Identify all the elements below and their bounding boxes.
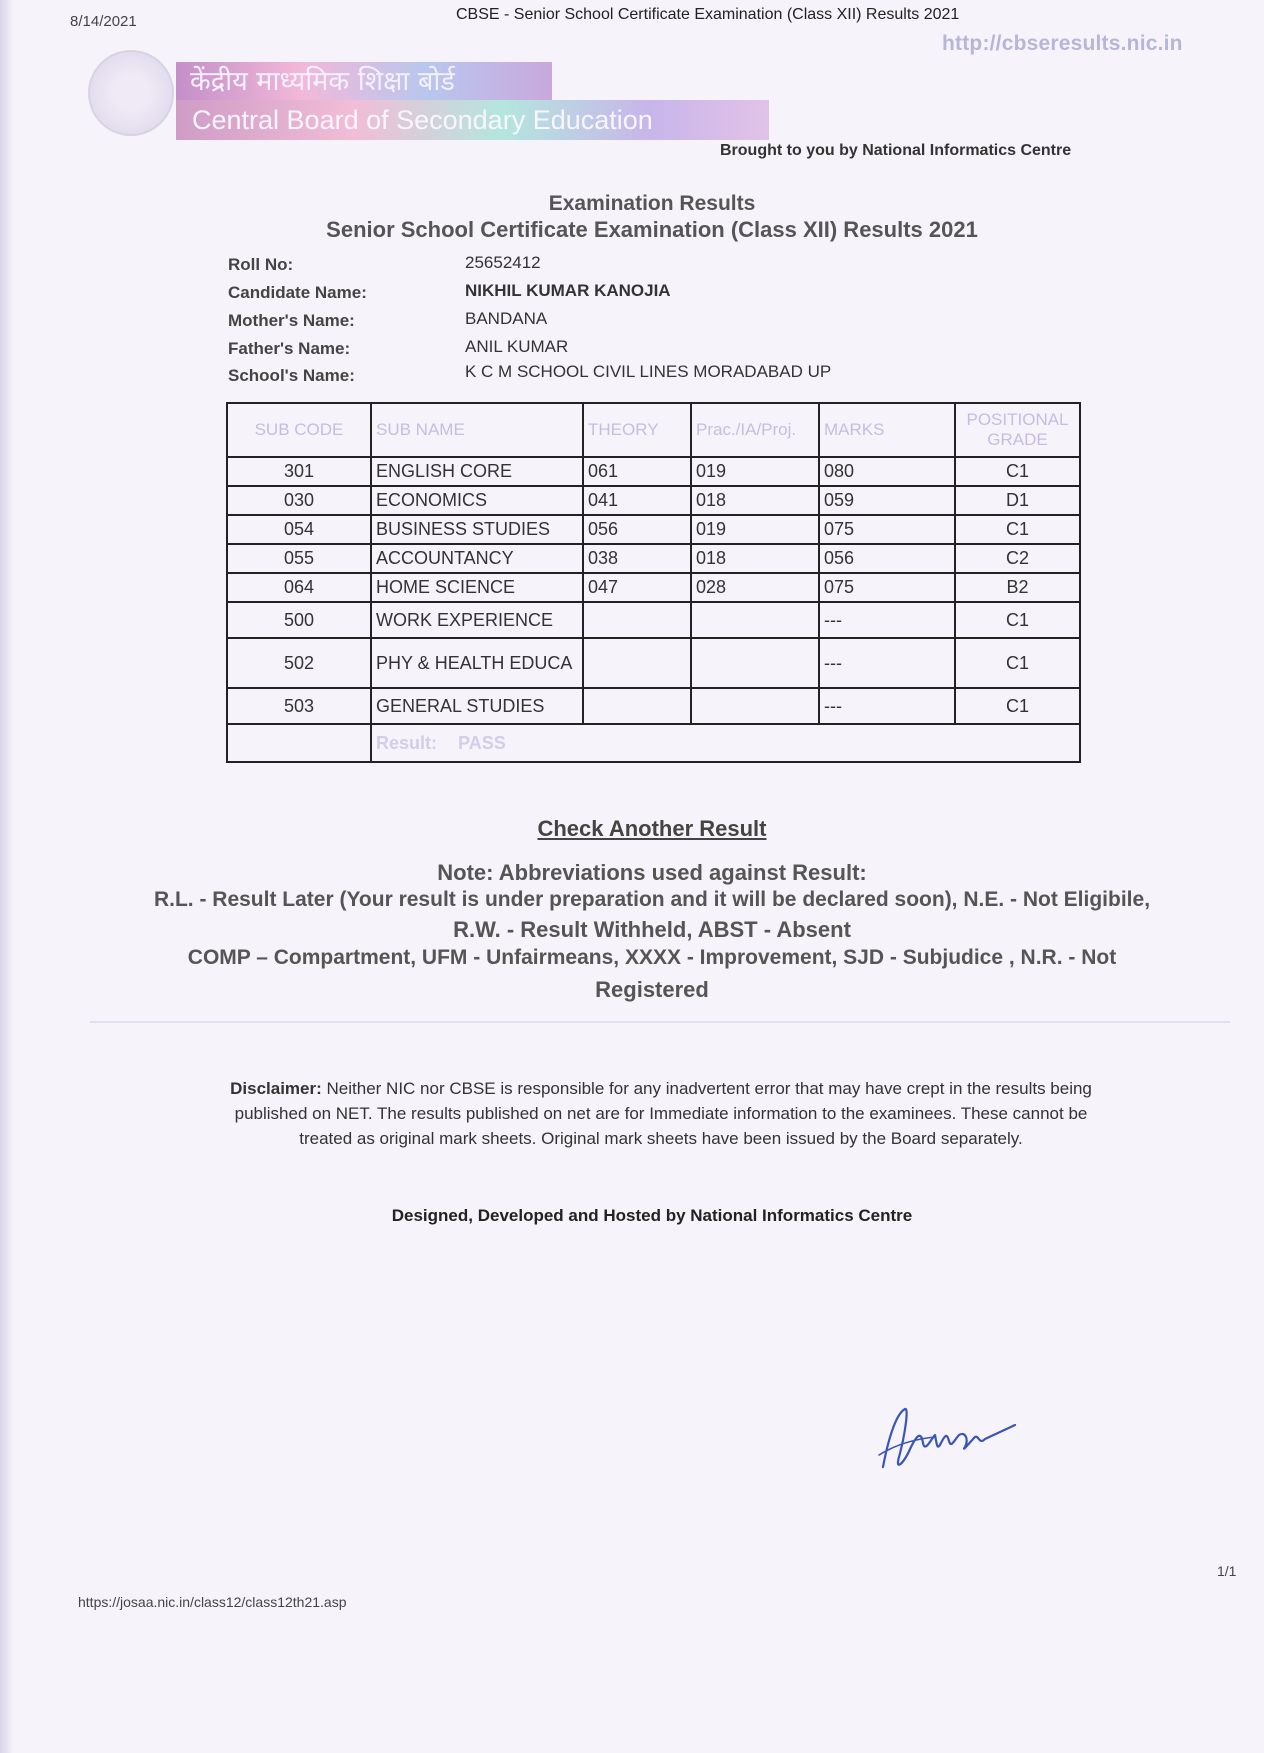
marks-cell: 080: [819, 457, 955, 486]
disclaimer-label: Disclaimer:: [230, 1079, 322, 1098]
notes-line-4: Registered: [595, 977, 709, 1002]
notes-line-3: COMP – Compartment, UFM - Unfairmeans, XXXX - Improvement, SJD - Subjudice , N.R. - Not: [187, 946, 1117, 969]
table-row: [227, 457, 1080, 486]
marks-cell: 059: [819, 486, 955, 515]
prac-cell: [691, 602, 819, 638]
school-name-value: K C M SCHOOL CIVIL LINES MORADABAD UP: [465, 362, 832, 381]
grade-cell: C1: [955, 457, 1080, 486]
marks-cell: ---: [819, 602, 955, 638]
roll-no-value: 25652412: [465, 253, 541, 272]
mother-name-value: BANDANA: [465, 309, 548, 328]
table-header-row: [227, 403, 1080, 457]
grade-cell: B2: [955, 573, 1080, 602]
school-name-label: School's Name:: [228, 366, 355, 385]
marks-cell: 056: [819, 544, 955, 573]
handwritten-signature: [875, 1395, 1025, 1485]
col-sub-name: SUB NAME: [371, 403, 583, 457]
col-positional-grade: POSITIONAL GRADE: [955, 403, 1080, 457]
table-row: [227, 515, 1080, 544]
grade-cell: C2: [955, 544, 1080, 573]
theory-cell: 047: [583, 573, 691, 602]
sub-code-cell: 064: [227, 573, 371, 602]
notes-line-1: R.L. - Result Later (Your result is under preparation and it will be declared soon), N.E. - Not Eligibile,: [153, 888, 1151, 911]
col-practical: Prac./IA/Proj.: [691, 403, 819, 457]
result-row: [227, 724, 1080, 762]
page-subtitle: Senior School Certificate Examination (Class XII) Results 2021: [326, 217, 978, 242]
marks-cell: 075: [819, 515, 955, 544]
prac-cell: 019: [691, 457, 819, 486]
result-cell: [371, 724, 1080, 762]
brought-by-text: Brought to you by National Informatics Centre: [720, 142, 1072, 159]
sub-code-cell: 054: [227, 515, 371, 544]
marks-table: [226, 402, 1081, 763]
banner-hindi-title: केंद्रीय माध्यमिक शिक्षा बोर्ड: [176, 62, 552, 102]
table-row: [227, 486, 1080, 515]
sub-name-cell: BUSINESS STUDIES: [371, 515, 583, 544]
sub-code-cell: 500: [227, 602, 371, 638]
table-row: [227, 602, 1080, 638]
sub-name-cell: GENERAL STUDIES: [371, 688, 583, 724]
father-name-label: Father's Name:: [228, 339, 351, 358]
candidate-name-value: NIKHIL KUMAR KANOJIA: [465, 281, 671, 300]
table-row: [227, 573, 1080, 602]
theory-cell: [583, 688, 691, 724]
prac-cell: 028: [691, 573, 819, 602]
disclaimer-text: Neither NIC nor CBSE is responsible for any inadvertent error that may have crept in the results being published on NET. The results published on net are for Immediate information to the examinees. These cannot be treated as original mark sheets. Original mark sheets have been issued by the Board separately.: [234, 1079, 1092, 1148]
page-title: Examination Results: [548, 192, 756, 215]
footer-url: https://josaa.nic.in/class12/class12th21.asp: [78, 1594, 347, 1610]
col-theory: THEORY: [583, 403, 691, 457]
result-label: Result:: [376, 732, 438, 753]
sub-code-cell: 301: [227, 457, 371, 486]
banner-english-title: Central Board of Secondary Education: [176, 100, 769, 140]
cbse-emblem-icon: [88, 50, 174, 136]
theory-cell: 041: [583, 486, 691, 515]
marks-cell: ---: [819, 638, 955, 688]
divider: [90, 1021, 1230, 1023]
col-sub-code: SUB CODE: [227, 403, 371, 457]
prac-cell: 018: [691, 486, 819, 515]
print-title: CBSE - Senior School Certificate Examination (Class XII) Results 2021: [456, 6, 960, 23]
table-row: [227, 688, 1080, 724]
grade-cell: C1: [955, 602, 1080, 638]
prac-cell: 018: [691, 544, 819, 573]
theory-cell: 056: [583, 515, 691, 544]
sub-name-cell: WORK EXPERIENCE: [371, 602, 583, 638]
marks-cell: 075: [819, 573, 955, 602]
col-marks: MARKS: [819, 403, 955, 457]
sub-name-cell: ACCOUNTANCY: [371, 544, 583, 573]
result-empty-cell: [227, 724, 371, 762]
candidate-name-label: Candidate Name:: [228, 283, 367, 302]
mother-name-label: Mother's Name:: [228, 311, 355, 330]
prac-cell: 019: [691, 515, 819, 544]
table-row: [227, 544, 1080, 573]
page-number: 1/1: [1217, 1563, 1237, 1579]
prac-cell: [691, 638, 819, 688]
sub-name-cell: ECONOMICS: [371, 486, 583, 515]
disclaimer: [226, 1076, 1096, 1151]
theory-cell: [583, 638, 691, 688]
grade-cell: C1: [955, 515, 1080, 544]
theory-cell: 061: [583, 457, 691, 486]
sub-name-cell: PHY & HEALTH EDUCA: [371, 638, 583, 688]
father-name-value: ANIL KUMAR: [465, 337, 569, 356]
sub-code-cell: 030: [227, 486, 371, 515]
marks-cell: ---: [819, 688, 955, 724]
theory-cell: 038: [583, 544, 691, 573]
table-row: [227, 638, 1080, 688]
print-date: 8/14/2021: [70, 13, 137, 30]
check-another-result-link[interactable]: Check Another Result: [537, 816, 767, 841]
grade-cell: C1: [955, 688, 1080, 724]
sub-code-cell: 502: [227, 638, 371, 688]
notes-title: Note: Abbreviations used against Result:: [437, 860, 867, 885]
site-url-link[interactable]: http://cbseresults.nic.in: [942, 32, 1183, 55]
result-value: PASS: [458, 732, 506, 753]
sub-name-cell: HOME SCIENCE: [371, 573, 583, 602]
grade-cell: C1: [955, 638, 1080, 688]
sub-code-cell: 055: [227, 544, 371, 573]
prac-cell: [691, 688, 819, 724]
theory-cell: [583, 602, 691, 638]
designed-by-text: Designed, Developed and Hosted by National Informatics Centre: [391, 1206, 913, 1225]
sub-name-cell: ENGLISH CORE: [371, 457, 583, 486]
sub-code-cell: 503: [227, 688, 371, 724]
roll-no-label: Roll No:: [228, 255, 294, 274]
notes-line-2: R.W. - Result Withheld, ABST - Absent: [453, 917, 851, 942]
grade-cell: D1: [955, 486, 1080, 515]
